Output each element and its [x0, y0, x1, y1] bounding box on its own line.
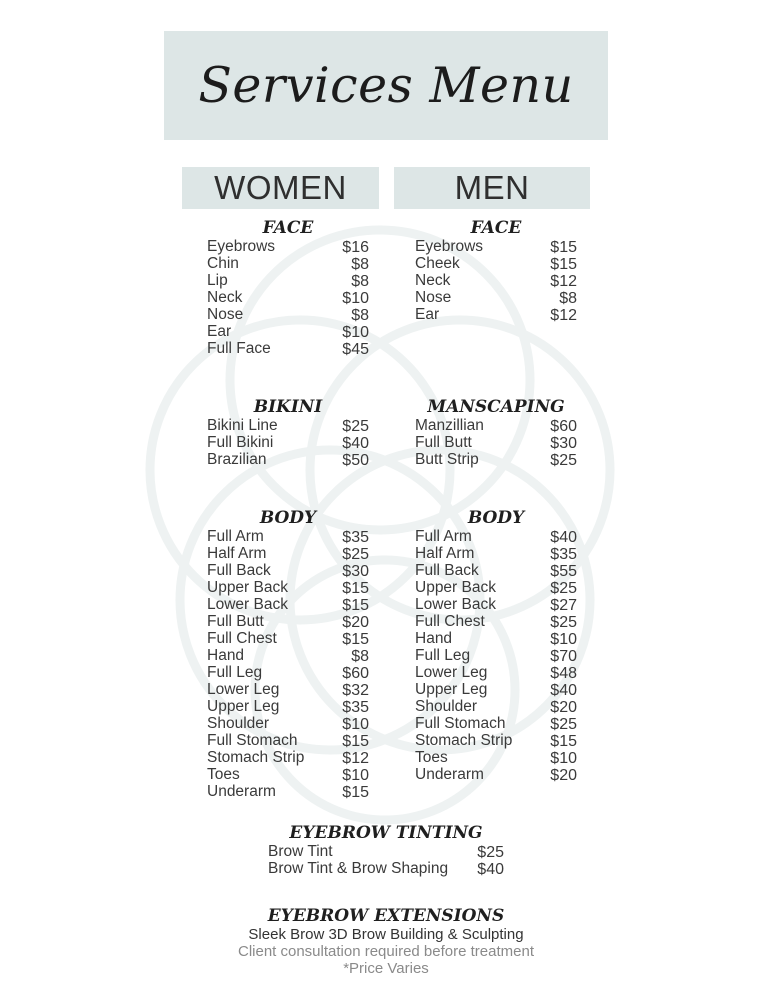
service-name: Full Arm	[415, 528, 472, 545]
service-name: Lower Back	[207, 596, 288, 613]
service-row	[415, 749, 577, 766]
service-row	[207, 766, 369, 783]
service-row	[207, 698, 369, 715]
service-name: Toes	[415, 749, 448, 766]
service-row	[207, 272, 369, 289]
service-row	[207, 749, 369, 766]
service-name: Toes	[207, 766, 240, 783]
service-name: Nose	[207, 306, 244, 323]
service-price: $45	[342, 341, 369, 358]
service-name: Lower Leg	[415, 664, 488, 681]
service-row	[415, 664, 577, 681]
service-row	[207, 579, 369, 596]
service-name: Full Stomach	[207, 732, 298, 749]
service-row	[415, 715, 577, 732]
service-row	[415, 417, 577, 434]
service-price: $70	[550, 648, 577, 665]
service-price: $60	[550, 418, 577, 435]
service-price: $30	[342, 563, 369, 580]
service-price: $25	[550, 716, 577, 733]
service-row	[268, 843, 504, 860]
service-name: Full Leg	[415, 647, 471, 664]
service-price: $10	[342, 324, 369, 341]
section-title: MANSCAPING	[427, 397, 565, 417]
service-row	[415, 613, 577, 630]
service-row	[207, 545, 369, 562]
service-name: Eyebrows	[415, 238, 484, 255]
service-list	[207, 238, 369, 357]
service-price: $8	[351, 256, 369, 273]
service-price: $20	[550, 699, 577, 716]
service-price: $25	[342, 418, 369, 435]
service-name: Butt Strip	[415, 451, 479, 468]
service-row	[207, 783, 369, 800]
service-list	[415, 528, 577, 783]
service-price: $8	[351, 307, 369, 324]
section-title: EYEBROW EXTENSIONS	[267, 906, 505, 926]
service-name: Upper Leg	[415, 681, 488, 698]
service-row	[207, 647, 369, 664]
page-title: Services Menu	[198, 57, 574, 114]
service-row	[207, 715, 369, 732]
service-price: $16	[342, 239, 369, 256]
service-price: $25	[342, 546, 369, 563]
service-price: $15	[342, 580, 369, 597]
service-price: $8	[351, 648, 369, 665]
service-list	[268, 843, 504, 877]
service-price: $8	[351, 273, 369, 290]
section-title: FACE	[470, 218, 522, 238]
service-row	[207, 596, 369, 613]
service-row	[207, 562, 369, 579]
service-row	[207, 681, 369, 698]
service-name: Stomach Strip	[415, 732, 513, 749]
section-title: EYEBROW TINTING	[289, 823, 483, 843]
service-name: Brazilian	[207, 451, 267, 468]
service-row	[268, 860, 504, 877]
service-row	[207, 255, 369, 272]
service-row	[415, 732, 577, 749]
service-row	[415, 255, 577, 272]
service-name: Ear	[207, 323, 232, 340]
service-row	[207, 434, 369, 451]
service-name: Lower Leg	[207, 681, 280, 698]
men-body-section	[415, 508, 577, 783]
service-name: Nose	[415, 289, 452, 306]
service-row	[207, 238, 369, 255]
service-price: $32	[342, 682, 369, 699]
service-list	[207, 417, 369, 468]
service-price: $25	[550, 452, 577, 469]
service-name: Full Stomach	[415, 715, 506, 732]
service-name: Manzillian	[415, 417, 484, 434]
service-name: Full Back	[415, 562, 479, 579]
service-name: Hand	[207, 647, 245, 664]
title-banner	[164, 31, 608, 140]
men-manscaping-section	[415, 397, 577, 468]
service-name: Chin	[207, 255, 239, 272]
service-price: $25	[477, 844, 504, 861]
service-row	[415, 306, 577, 323]
service-price: $8	[559, 290, 577, 307]
service-list	[207, 528, 369, 800]
section-title: BODY	[259, 508, 317, 528]
service-price: $15	[550, 256, 577, 273]
service-name: Ear	[415, 306, 440, 323]
service-price: $60	[342, 665, 369, 682]
service-name: Full Face	[207, 340, 271, 357]
service-price: $15	[550, 239, 577, 256]
service-name: Full Chest	[415, 613, 485, 630]
service-row	[207, 417, 369, 434]
service-name: Full Bikini	[207, 434, 274, 451]
service-name: Lower Back	[415, 596, 496, 613]
service-row	[415, 766, 577, 783]
service-row	[207, 289, 369, 306]
service-price: $12	[550, 273, 577, 290]
section-title: BODY	[467, 508, 525, 528]
service-price: $15	[550, 733, 577, 750]
consultation-note: Client consultation required before treatment	[237, 943, 534, 960]
service-row	[415, 681, 577, 698]
service-row	[415, 647, 577, 664]
service-row	[415, 545, 577, 562]
service-price: $12	[342, 750, 369, 767]
service-name: Full Leg	[207, 664, 263, 681]
service-name: Full Butt	[207, 613, 264, 630]
service-price: $25	[550, 580, 577, 597]
service-row	[415, 289, 577, 306]
service-price: $20	[550, 767, 577, 784]
service-price: $35	[342, 529, 369, 546]
service-name: Half Arm	[207, 545, 267, 562]
service-row	[207, 630, 369, 647]
section-title: BIKINI	[253, 397, 323, 417]
service-price: $15	[342, 784, 369, 801]
service-row	[415, 630, 577, 647]
service-price: $25	[550, 614, 577, 631]
service-row	[415, 272, 577, 289]
eyebrow-extensions-section	[186, 906, 586, 977]
service-row	[415, 562, 577, 579]
service-row	[207, 451, 369, 468]
service-name: Full Chest	[207, 630, 277, 647]
service-row	[415, 579, 577, 596]
service-name: Hand	[415, 630, 453, 647]
service-row	[207, 732, 369, 749]
service-name: Full Arm	[207, 528, 264, 545]
service-name: Underarm	[207, 783, 276, 800]
service-list	[415, 417, 577, 468]
women-face-section	[207, 218, 369, 357]
service-name: Stomach Strip	[207, 749, 305, 766]
service-price: $48	[550, 665, 577, 682]
service-row	[415, 451, 577, 468]
service-name: Underarm	[415, 766, 484, 783]
men-header: MEN	[394, 167, 590, 209]
service-row	[415, 528, 577, 545]
service-row	[207, 306, 369, 323]
service-price: $27	[550, 597, 577, 614]
service-name: Eyebrows	[207, 238, 276, 255]
service-name: Brow Tint & Brow Shaping	[268, 860, 449, 877]
service-row	[415, 238, 577, 255]
service-price: $50	[342, 452, 369, 469]
service-name: Half Arm	[415, 545, 475, 562]
service-price: $10	[550, 631, 577, 648]
women-body-section	[207, 508, 369, 800]
service-name: Full Back	[207, 562, 271, 579]
service-name: Brow Tint	[268, 843, 333, 860]
service-name: Neck	[415, 272, 451, 289]
women-header: WOMEN	[182, 167, 379, 209]
service-price: $10	[342, 290, 369, 307]
service-price: $10	[550, 750, 577, 767]
section-title: FACE	[262, 218, 314, 238]
service-price: $15	[342, 631, 369, 648]
service-price: $35	[342, 699, 369, 716]
service-name: Full Butt	[415, 434, 472, 451]
service-price: $40	[477, 861, 504, 878]
service-name: Lip	[207, 272, 228, 289]
service-price: $40	[550, 529, 577, 546]
service-name: Bikini Line	[207, 417, 278, 434]
service-name: Shoulder	[415, 698, 478, 715]
service-name: Neck	[207, 289, 243, 306]
service-list	[415, 238, 577, 323]
service-price: $35	[550, 546, 577, 563]
service-name: Upper Leg	[207, 698, 280, 715]
service-row	[207, 613, 369, 630]
service-price: $15	[342, 597, 369, 614]
price-note: *Price Varies	[343, 960, 429, 977]
service-row	[207, 323, 369, 340]
service-row	[415, 596, 577, 613]
service-price: $30	[550, 435, 577, 452]
service-price: $12	[550, 307, 577, 324]
service-row	[415, 434, 577, 451]
service-row	[207, 664, 369, 681]
eyebrow-tinting-section	[268, 823, 504, 877]
service-name: Shoulder	[207, 715, 270, 732]
service-price: $40	[550, 682, 577, 699]
service-name: Cheek	[415, 255, 460, 272]
service-name: Upper Back	[207, 579, 288, 596]
extensions-description: Sleek Brow 3D Brow Building & Sculpting	[248, 926, 524, 943]
service-price: $15	[342, 733, 369, 750]
women-bikini-section	[207, 397, 369, 468]
service-price: $10	[342, 767, 369, 784]
service-price: $10	[342, 716, 369, 733]
men-face-section	[415, 218, 577, 323]
service-name: Upper Back	[415, 579, 496, 596]
service-row	[415, 698, 577, 715]
service-price: $55	[550, 563, 577, 580]
service-row	[207, 340, 369, 357]
service-price: $40	[342, 435, 369, 452]
service-price: $20	[342, 614, 369, 631]
service-row	[207, 528, 369, 545]
